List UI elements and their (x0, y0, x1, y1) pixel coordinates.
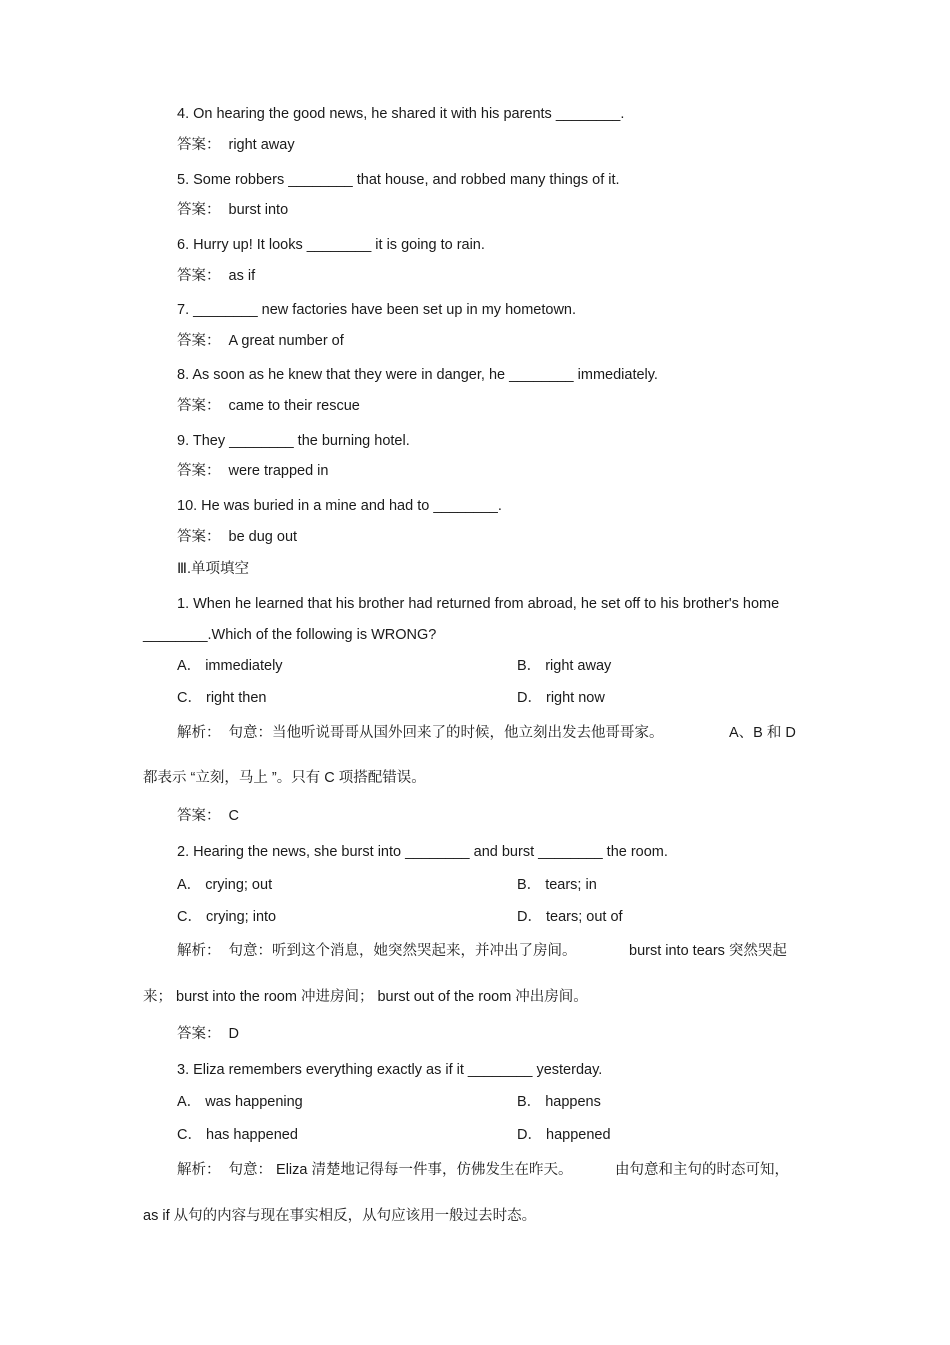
answer-label: 答案： (177, 137, 221, 153)
option-c: C． crying; into (177, 909, 277, 925)
question-9: 9. They ________ the burning hotel. (177, 433, 410, 449)
analysis-text: 句意：听到这个消息，她突然哭起来，并冲出了房间。 (228, 943, 577, 959)
answer-text: A great number of (228, 333, 344, 349)
answer-text: be dug out (228, 529, 298, 545)
option-d: D． right now (517, 690, 605, 706)
answer-text: were trapped in (228, 463, 329, 479)
option-a: A． was happening (177, 1094, 303, 1110)
mc-question-1-stem-cont: ________.Which of the following is WRONG? (143, 627, 437, 643)
answer-5 (177, 200, 288, 220)
answer-text: D (228, 1026, 239, 1042)
analysis-text: 句意： Eliza 清楚地记得每一件事，仿佛发生在昨天。 (228, 1162, 573, 1178)
answer-text: C (228, 808, 239, 824)
analysis-label: 解析： (177, 725, 221, 741)
analysis-2-cont: 来； burst into the room 冲进房间； burst out of the room 冲出房间。 (143, 989, 588, 1005)
analysis-1-tail: A、B 和 D (729, 725, 796, 741)
answer-label: 答案： (177, 268, 221, 284)
question-10: 10. He was buried in a mine and had to ________. (177, 498, 502, 514)
answer-label: 答案： (177, 1026, 221, 1042)
option-d: D． tears; out of (517, 909, 623, 925)
answer-text: right away (228, 137, 295, 153)
answer-8 (177, 396, 360, 416)
answer-text: burst into (228, 202, 289, 218)
mc-answer-1 (177, 806, 239, 826)
mc-question-2-stem: 2. Hearing the news, she burst into ________ and burst ________ the room. (177, 844, 668, 860)
analysis-3 (177, 1160, 572, 1180)
question-6: 6. Hurry up! It looks ________ it is going to rain. (177, 237, 485, 253)
question-4: 4. On hearing the good news, he shared it with his parents ________. (177, 106, 625, 122)
answer-label: 答案： (177, 463, 221, 479)
answer-label: 答案： (177, 333, 221, 349)
analysis-3-tail: 由句意和主句的时态可知， (615, 1162, 789, 1178)
analysis-label: 解析： (177, 1162, 221, 1178)
analysis-3-cont: as if 从句的内容与现在事实相反，从句应该用一般过去时态。 (143, 1208, 537, 1224)
option-c: C． right then (177, 690, 267, 706)
answer-6 (177, 266, 255, 286)
analysis-2 (177, 941, 577, 961)
question-7: 7. ________ new factories have been set up in my hometown. (177, 302, 577, 318)
mc-question-1-stem: 1. When he learned that his brother had returned from abroad, he set off to his brother's home (177, 596, 780, 612)
answer-label: 答案： (177, 398, 221, 414)
answer-4 (177, 135, 295, 155)
answer-label: 答案： (177, 202, 221, 218)
option-a: A． crying; out (177, 877, 273, 893)
analysis-2-tail: burst into tears 突然哭起 (629, 943, 787, 959)
option-b: B． right away (517, 658, 612, 674)
answer-7 (177, 331, 344, 351)
question-8: 8. As soon as he knew that they were in danger, he ________ immediately. (177, 367, 658, 383)
answer-text: as if (228, 268, 256, 284)
analysis-1 (177, 723, 664, 743)
option-d: D． happened (517, 1127, 611, 1143)
option-b: B． happens (517, 1094, 601, 1110)
option-a: A． immediately (177, 658, 283, 674)
option-b: B． tears; in (517, 877, 597, 893)
answer-9 (177, 461, 328, 481)
answer-text: came to their rescue (228, 398, 360, 414)
option-c: C． has happened (177, 1127, 298, 1143)
answer-label: 答案： (177, 529, 221, 545)
section-title: Ⅲ.单项填空 (177, 561, 250, 577)
question-5: 5. Some robbers ________ that house, and robbed many things of it. (177, 172, 620, 188)
analysis-text: 句意：当他听说哥哥从国外回来了的时候，他立刻出发去他哥哥家。 (228, 725, 664, 741)
analysis-label: 解析： (177, 943, 221, 959)
answer-10 (177, 527, 297, 547)
mc-answer-2 (177, 1024, 239, 1044)
analysis-1-cont: 都表示 “立刻，马上 ”。只有 C 项搭配错误。 (143, 770, 426, 786)
answer-label: 答案： (177, 808, 221, 824)
mc-question-3-stem: 3. Eliza remembers everything exactly as if it ________ yesterday. (177, 1062, 603, 1078)
